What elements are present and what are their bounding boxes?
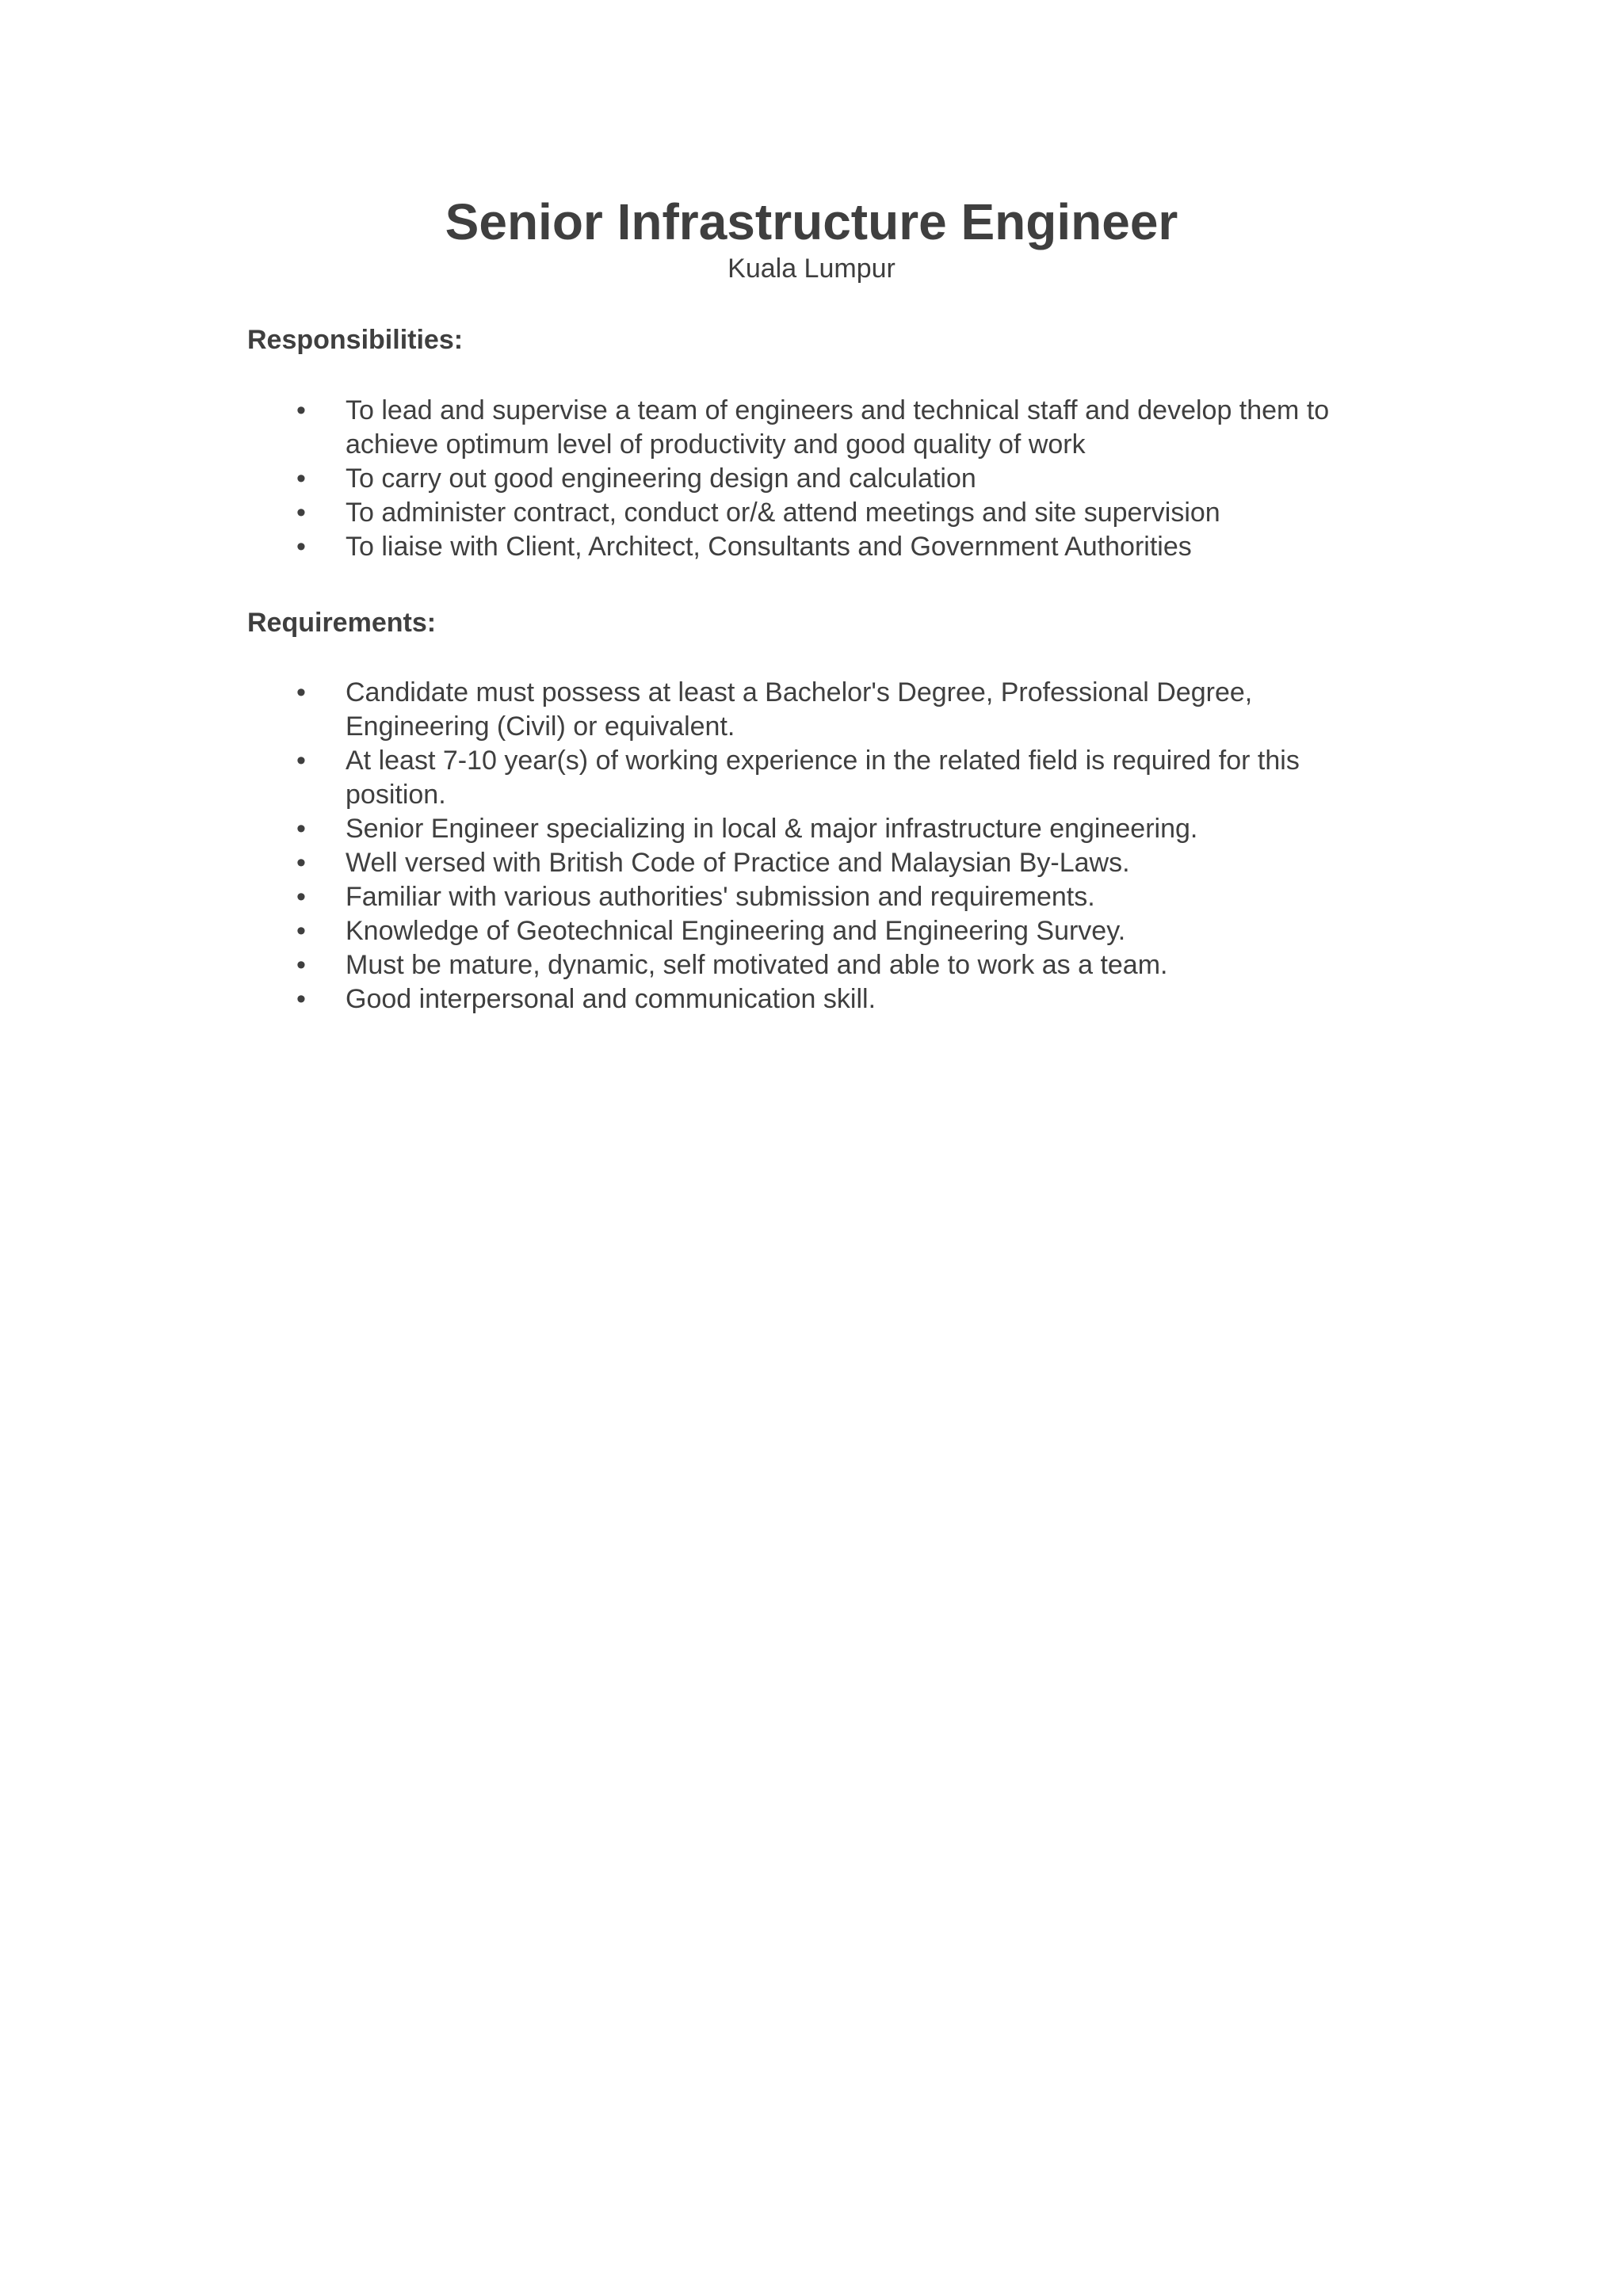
list-item — [0, 846, 1623, 880]
responsibilities-heading: Responsibilities: — [247, 325, 464, 355]
requirements-heading: Requirements: — [247, 608, 437, 638]
list-item — [0, 530, 1623, 564]
list-item — [0, 462, 1623, 496]
list-item — [0, 496, 1623, 530]
bullet-icon: • — [296, 746, 306, 776]
list-item — [0, 812, 1623, 846]
job-location: Kuala Lumpur — [727, 254, 896, 284]
list-item-text: Familiar with various authorities' submission and requirements. — [346, 882, 1095, 912]
bullet-icon: • — [296, 532, 306, 562]
list-item-text: At least 7-10 year(s) of working experience in the related field is required for this position. — [346, 746, 1300, 810]
list-item-text: To carry out good engineering design and calculation — [346, 463, 976, 494]
bullet-icon: • — [296, 984, 306, 1014]
list-item-text: Good interpersonal and communication skill. — [346, 984, 876, 1014]
list-item-text: To administer contract, conduct or/& attend meetings and site supervision — [346, 498, 1220, 528]
list-item-text: Knowledge of Geotechnical Engineering and Engineering Survey. — [346, 916, 1126, 946]
list-item-text: To liaise with Client, Architect, Consultants and Government Authorities — [346, 532, 1192, 562]
list-item — [0, 676, 1623, 744]
list-item — [0, 948, 1623, 982]
list-item-text: Must be mature, dynamic, self motivated and able to work as a team. — [346, 950, 1168, 980]
list-item — [0, 394, 1623, 462]
bullet-icon: • — [296, 395, 306, 425]
bullet-icon: • — [296, 498, 306, 528]
bullet-icon: • — [296, 882, 306, 912]
bullet-icon: • — [296, 463, 306, 494]
responsibilities-list — [0, 394, 1623, 564]
list-item — [0, 744, 1623, 812]
list-item-text: Candidate must possess at least a Bachelor's Degree, Professional Degree, Engineering (Civil) or equivalent. — [346, 677, 1253, 742]
list-item-text: Well versed with British Code of Practice and Malaysian By-Laws. — [346, 848, 1130, 878]
list-item — [0, 982, 1623, 1016]
bullet-icon: • — [296, 950, 306, 980]
list-item-text: Senior Engineer specializing in local & major infrastructure engineering. — [346, 814, 1198, 844]
requirements-list — [0, 676, 1623, 1016]
bullet-icon: • — [296, 677, 306, 707]
bullet-icon: • — [296, 814, 306, 844]
page-title: Senior Infrastructure Engineer — [445, 193, 1178, 250]
list-item-text: To lead and supervise a team of engineers and technical staff and develop them to achieve optimum level of productivity and good quality of work — [346, 395, 1330, 460]
bullet-icon: • — [296, 848, 306, 878]
bullet-icon: • — [296, 916, 306, 946]
list-item — [0, 914, 1623, 948]
list-item — [0, 880, 1623, 914]
